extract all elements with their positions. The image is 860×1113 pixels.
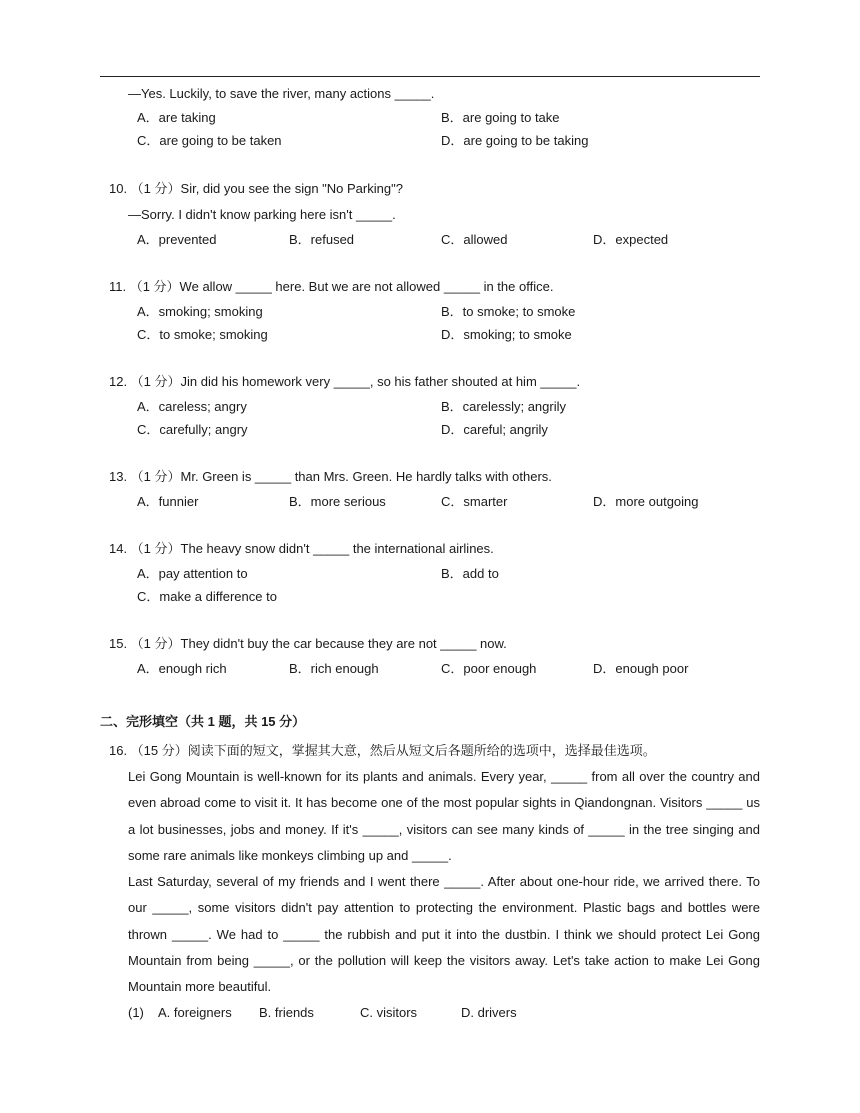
q11-option-d[interactable]: D．smoking; to smoke [441,327,572,342]
q13-stem: 13. （1 分）Mr. Green is _____ than Mrs. Green. He hardly talks with others. [109,469,552,484]
q15-option-a[interactable]: A．enough rich [137,661,227,676]
q12-option-c[interactable]: C．carefully; angry [137,422,248,437]
q11-option-c[interactable]: C．to smoke; smoking [137,327,268,342]
q15-option-d[interactable]: D．enough poor [593,661,689,676]
q11-option-b[interactable]: B．to smoke; to smoke [441,304,576,319]
q14-option-c[interactable]: C．make a difference to [137,589,277,604]
q12-stem: 12. （1 分）Jin did his homework very _____, so his father shouted at him _____. [109,374,581,389]
q16-sub1-option-c[interactable]: C. visitors [360,1005,418,1020]
q16-passage [128,764,760,1001]
header-rule [100,76,760,77]
q9-option-b[interactable]: B．are going to take [441,110,560,125]
q16-paragraph-2: Last Saturday, several of my friends and I went there _____. After about one-hour ride, we arrived there. To our _____, some visitors didn't pay attention to protecting the environment. Plastic bags and bottles were thrown _____. We had to _____ the rubbish and put it into the dustbin. I think we should protect Lei Gong Mountain from being _____, or the pollution will keep the visitors away. Let's take action to make Lei Gong Mountain more beautiful. [128,874,760,995]
q9-reply: —Yes. Luckily, to save the river, many actions _____. [128,86,435,101]
q14-stem: 14. （1 分）The heavy snow didn't _____ the international airlines. [109,541,494,556]
q10-option-b[interactable]: B．refused [289,232,355,247]
q10-stem: 10. （1 分）Sir, did you see the sign "No Parking"? [109,181,403,196]
q13-option-c[interactable]: C．smarter [441,494,508,509]
q14-option-b[interactable]: B．add to [441,566,499,581]
q14-option-a[interactable]: A．pay attention to [137,566,248,581]
q13-option-d[interactable]: D．more outgoing [593,494,699,509]
q13-option-a[interactable]: A．funnier [137,494,199,509]
q16-stem: 16. （15 分）阅读下面的短文，掌握其大意，然后从短文后各题所给的选项中，选择最佳选项。 [109,743,656,758]
q10-option-c[interactable]: C．allowed [441,232,508,247]
q16-sub1-number: (1) [128,1005,144,1020]
q15-option-c[interactable]: C．poor enough [441,661,537,676]
q15-stem: 15. （1 分）They didn't buy the car because they are not _____ now. [109,636,507,651]
q10-option-d[interactable]: D．expected [593,232,669,247]
q11-stem: 11. （1 分）We allow _____ here. But we are not allowed _____ in the office. [109,279,554,294]
q9-option-a[interactable]: A．are taking [137,110,216,125]
section-title-cloze: 二、完形填空（共 1 题，共 15 分） [100,714,306,729]
q16-paragraph-1: Lei Gong Mountain is well-known for its plants and animals. Every year, _____ from all over the country and even abroad come to visit it. It has become one of the most popular sights in Qiandongnan. Visitors _____ us a lot businesses, jobs and money. If it's _____, visitors can see many kinds of _____ in the tree singing and some rare animals like monkeys climbing up and _____. [128,769,760,863]
q12-option-a[interactable]: A．careless; angry [137,399,247,414]
q9-option-d[interactable]: D．are going to be taking [441,133,589,148]
q10-reply: —Sorry. I didn't know parking here isn't _____. [128,207,396,222]
q16-sub1-option-d[interactable]: D. drivers [461,1005,517,1020]
q10-option-a[interactable]: A．prevented [137,232,217,247]
q12-option-b[interactable]: B．carelessly; angrily [441,399,566,414]
q16-sub1-option-a[interactable]: A. foreigners [158,1005,232,1020]
q15-option-b[interactable]: B．rich enough [289,661,379,676]
q12-option-d[interactable]: D．careful; angrily [441,422,548,437]
q16-sub1-option-b[interactable]: B. friends [259,1005,314,1020]
q13-option-b[interactable]: B．more serious [289,494,386,509]
q9-option-c[interactable]: C．are going to be taken [137,133,282,148]
q11-option-a[interactable]: A．smoking; smoking [137,304,263,319]
